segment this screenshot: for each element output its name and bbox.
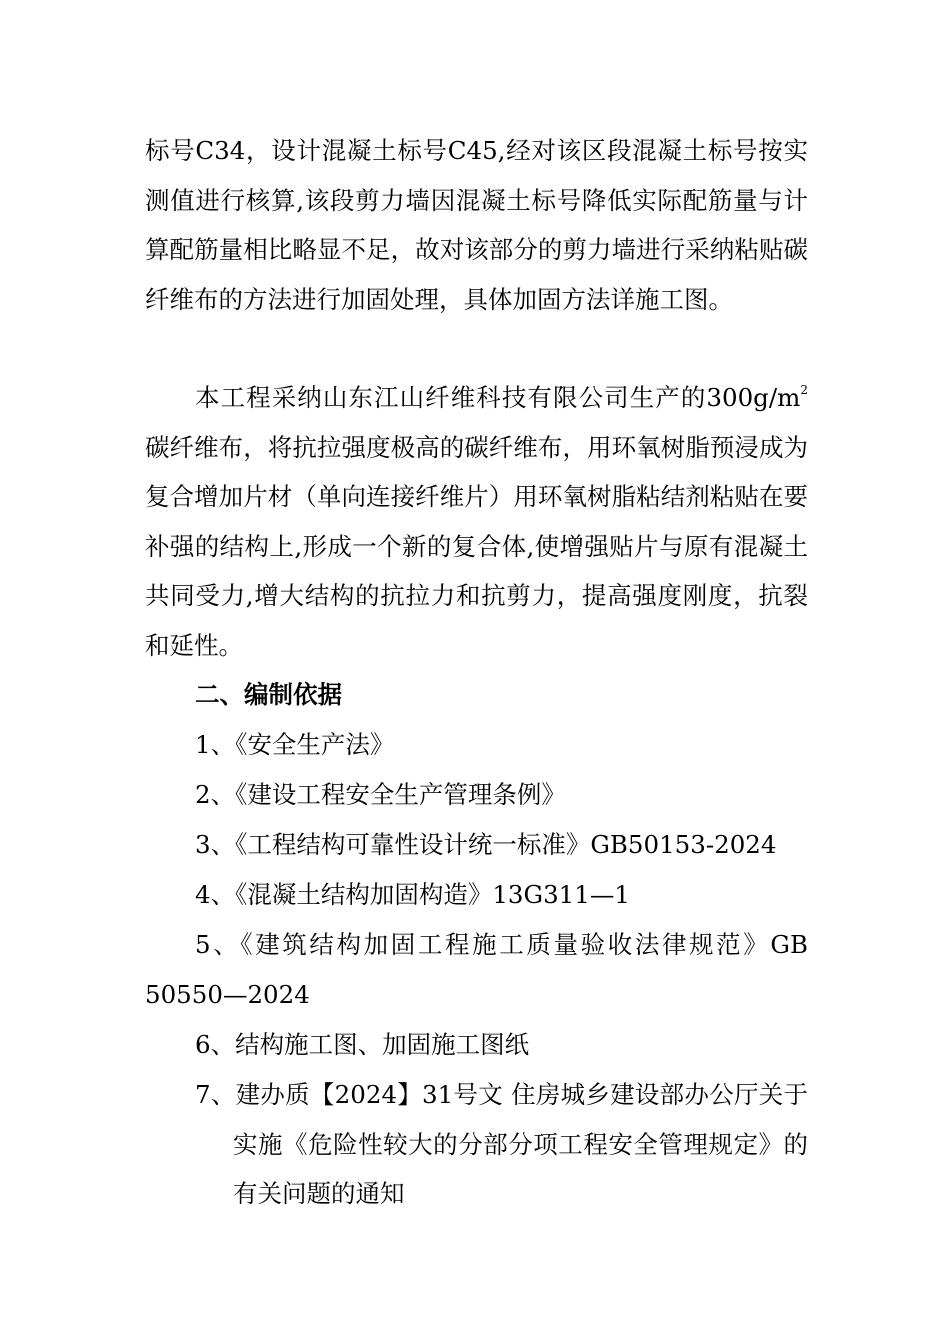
basis-item-1: 1、《安全生产法》 xyxy=(195,730,395,759)
basis-item-5: 5、《建筑结构加固工程施工质量验收法律规范》GB 50550—2024 xyxy=(145,930,808,1009)
basis-item-7: 7、建办质【2024】31号文 住房城乡建设部办公厅关于实施《危险性较大的分部分项工程安全管理规定》的有关问题的通知 xyxy=(195,1080,808,1208)
paragraph-carbon-fiber xyxy=(145,373,808,670)
section-heading-basis: 二、编制依据 xyxy=(195,680,342,709)
basis-item-4: 4、《混凝土结构加固构造》13G311—1 xyxy=(195,880,630,909)
paragraph-concrete-grade: 标号C34，设计混凝土标号C45,经对该区段混凝土标号按实测值进行核算,该段剪力墙因混凝土标号降低实际配筋量与计算配筋量相比略显不足，故对该部分的剪力墙进行采纳粘贴碳纤维布的方法进行加固处理，具体加固方法详施工图。 xyxy=(145,136,808,314)
paragraph-carbon-fiber-text-b: 碳纤维布，将抗拉强度极高的碳纤维布，用环氧树脂预浸成为复合增加片材（单向连接纤维片）用环氧树脂粘结剂粘贴在要补强的结构上,形成一个新的复合体,使增强贴片与原有混凝土共同受力,增大结构的抗拉力和抗剪力，提高强度刚度，抗裂和延性。 xyxy=(145,432,808,660)
basis-item-2: 2、《建设工程安全生产管理条例》 xyxy=(195,780,566,809)
basis-item-6: 6、结构施工图、加固施工图纸 xyxy=(195,1030,530,1059)
basis-item-3: 3、《工程结构可靠性设计统一标准》GB50153-2024 xyxy=(195,830,777,859)
paragraph-carbon-fiber-text-a: 本工程采纳山东江山纤维科技有限公司生产的300g/m xyxy=(195,383,801,412)
superscript-squared: 2 xyxy=(800,383,808,397)
